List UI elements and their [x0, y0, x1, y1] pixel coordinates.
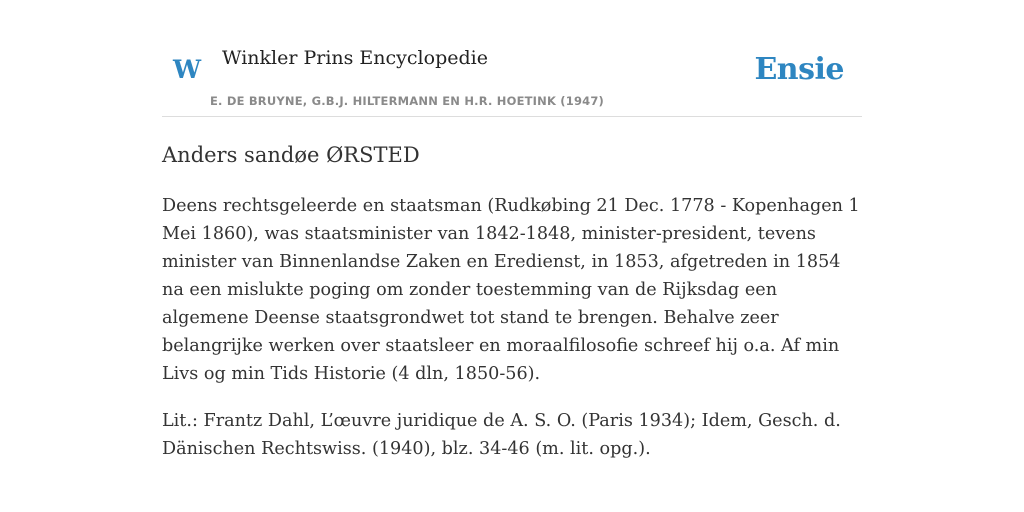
article-title: Anders sandøe ØRSTED	[162, 143, 420, 167]
winkler-prins-logo[interactable]: W	[173, 55, 202, 84]
article-paragraph: Deens rechtsgeleerde en staatsman (Rudkøbing 21 Dec. 1778 - Kopenhagen 1 Mei 1860), was staatsminister van 1842-1848, minister-president, tevens minister van Binnenlandse Zaken en Eredienst, in 1853, afgetreden in 1854 na een mislukte poging om zonder toestemming van de Rijksdag een algemene Deense staatsgrondwet tot stand te brengen. Behalve zeer belangrijke werken over staatsleer en moraalfilosofie schreef hij o.a. Af min Livs og min Tids Historie (4 dln, 1850-56).	[162, 196, 860, 384]
site-title[interactable]: Winkler Prins Encyclopedie	[222, 47, 488, 69]
literature-paragraph: Lit.: Frantz Dahl, L’œuvre juridique de A. S. O. (Paris 1934); Idem, Gesch. d. Dänischen Rechtswiss. (1940), blz. 34-46 (m. lit. opg.).	[162, 411, 841, 459]
site-header	[162, 0, 862, 117]
byline: E. DE BRUYNE, G.B.J. HILTERMANN EN H.R. HOETINK (1947)	[210, 94, 605, 108]
ensie-brand-logo[interactable]: Ensie	[754, 52, 844, 87]
page-container	[162, 0, 862, 459]
article-body	[162, 192, 862, 482]
